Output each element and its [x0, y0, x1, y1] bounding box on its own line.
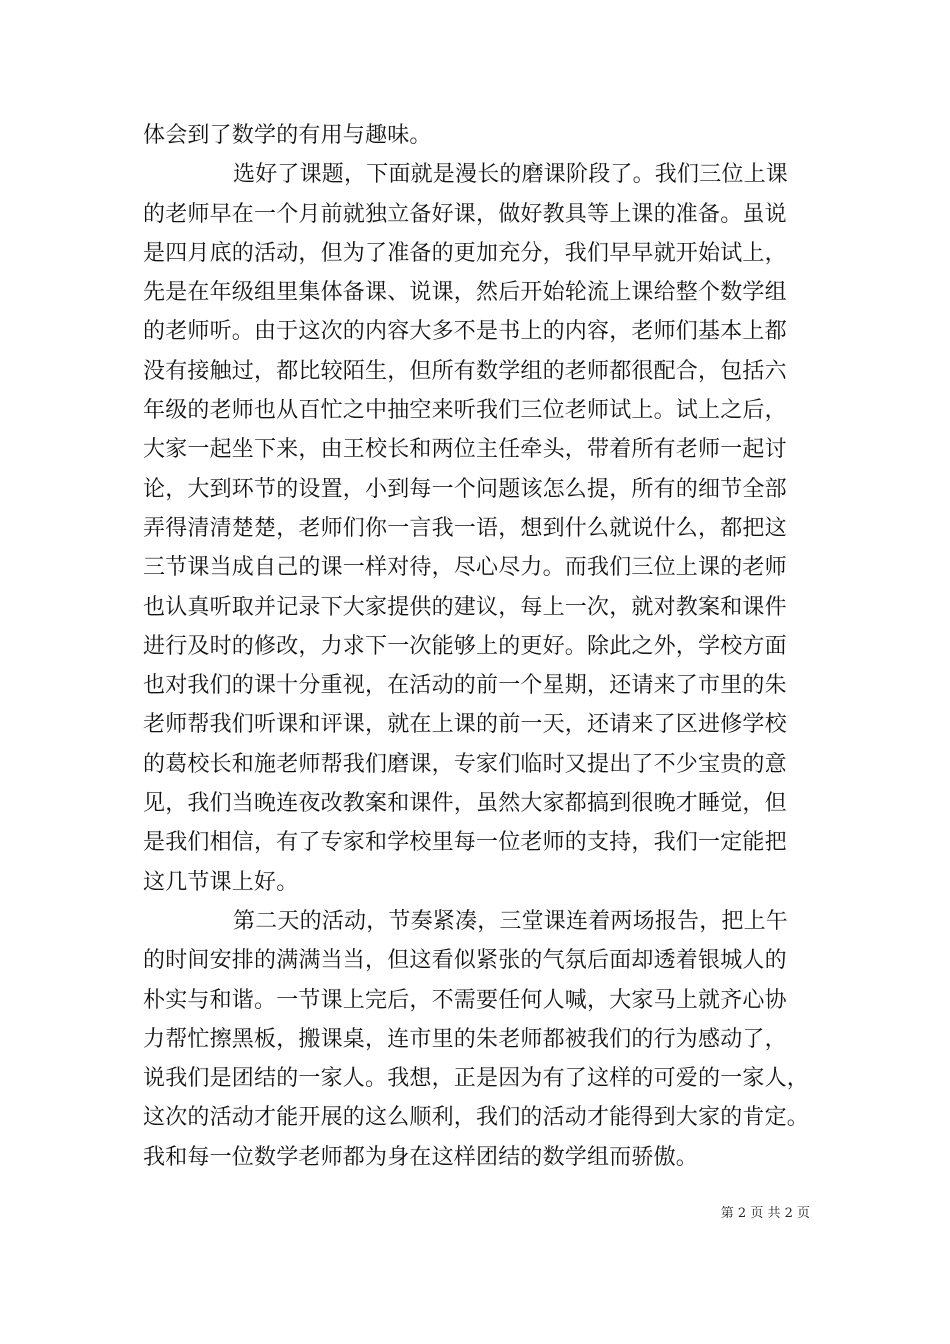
text-line: 大家一起坐下来，由王校长和两位主任牵头，带着所有老师一起讨 — [143, 437, 787, 463]
text-line: 的葛校长和施老师帮我们磨课，专家们临时又提出了不少宝贵的意 — [143, 751, 787, 777]
text-line: 说我们是团结的一家人。我想，正是因为有了这样的可爱的一家人， — [143, 1066, 810, 1092]
text-line: 老师帮我们听课和评课，就在上课的前一天，还请来了区进修学校 — [143, 712, 787, 738]
text-line: 先是在年级组里集体备课、说课，然后开始轮流上课给整个数学组 — [143, 280, 787, 306]
text-line: 这次的活动才能开展的这么顺利，我们的活动才能得到大家的肯定。 — [143, 1105, 810, 1131]
paragraph-2 — [143, 155, 815, 902]
text-line: 的老师听。由于这次的内容大多不是书上的内容，老师们基本上都 — [143, 319, 787, 345]
text-line: 力帮忙擦黑板，搬课桌，连市里的朱老师都被我们的行为感动了， — [143, 1026, 787, 1052]
text-line: 第二天的活动，节奏紧凑，三堂课连着两场报告，把上午 — [233, 908, 789, 934]
text-line: 论，大到环节的设置，小到每一个问题该怎么提，所有的细节全部 — [143, 476, 787, 502]
text-line: 选好了课题，下面就是漫长的磨课阶段了。我们三位上课 — [233, 162, 789, 188]
paragraph-3 — [143, 902, 815, 1177]
text-line: 也对我们的课十分重视，在活动的前一个星期，还请来了市里的朱 — [143, 673, 787, 699]
text-line: 年级的老师也从百忙之中抽空来听我们三位老师试上。试上之后， — [143, 398, 787, 424]
text-line: 也认真听取并记录下大家提供的建议，每上一次，就对教案和课件 — [143, 594, 787, 620]
text-line: 是我们相信，有了专家和学校里每一位老师的支持，我们一定能把 — [143, 830, 787, 856]
text-line: 是四月底的活动，但为了准备的更加充分，我们早早就开始试上， — [143, 240, 787, 266]
text-line: 见，我们当晚连夜改教案和课件，虽然大家都搞到很晚才睡觉，但 — [143, 791, 787, 817]
text-line: 我和每一位数学老师都为身在这样团结的数学组而骄傲。 — [143, 1144, 699, 1170]
text-line: 进行及时的修改，力求下一次能够上的更好。除此之外，学校方面 — [143, 633, 787, 659]
text-line: 弄得清清楚楚，老师们你一言我一语，想到什么就说什么，都把这 — [143, 515, 787, 541]
text-line: 这几节课上好。 — [143, 869, 299, 895]
text-line: 没有接触过，都比较陌生，但所有数学组的老师都很配合，包括六 — [143, 358, 787, 384]
text-line: 朴实与和谐。一节课上完后，不需要任何人喊，大家马上就齐心协 — [143, 987, 787, 1013]
text-line: 体会到了数学的有用与趣味。 — [143, 123, 432, 148]
text-line: 的时间安排的满满当当，但这看似紧张的气氛后面却透着银城人的 — [143, 948, 787, 974]
text-line: 三节课当成自己的课一样对待，尽心尽力。而我们三位上课的老师 — [143, 555, 787, 581]
paragraph-1 — [143, 116, 815, 155]
text-line: 的老师早在一个月前就独立备好课，做好教具等上课的准备。虽说 — [143, 201, 787, 227]
page-number: 第 2 页 共 2 页 — [720, 1206, 810, 1221]
document-body — [143, 116, 815, 1177]
